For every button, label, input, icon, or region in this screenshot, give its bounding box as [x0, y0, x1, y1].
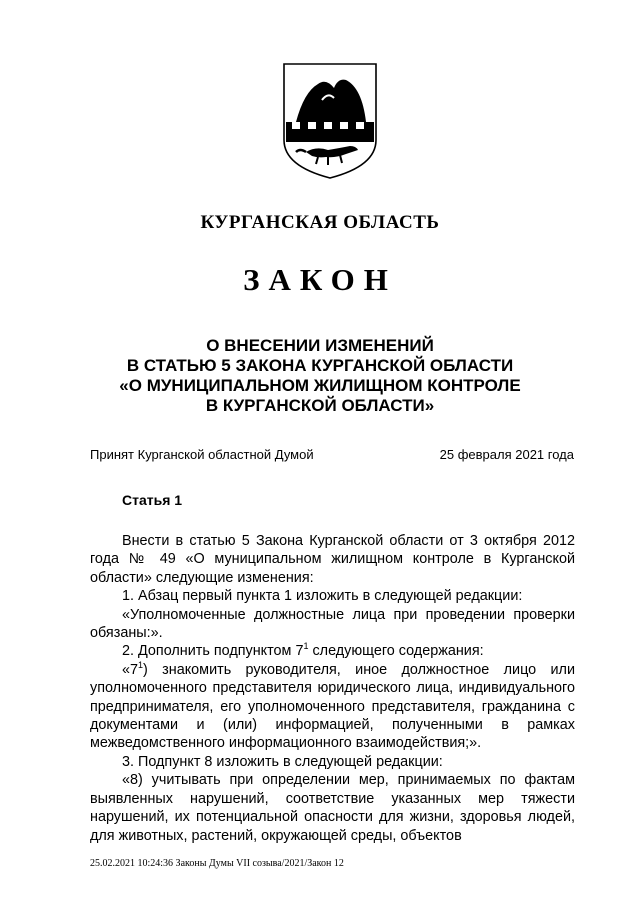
paragraph: 3. Подпункт 8 изложить в следующей редакции: — [122, 753, 443, 770]
article-body — [90, 532, 575, 845]
paragraph-text: 2. Дополнить подпунктом 7 — [122, 643, 304, 660]
superscript: 1 — [303, 641, 309, 652]
paragraph — [90, 642, 575, 660]
law-title-line: В КУРГАНСКОЙ ОБЛАСТИ» — [205, 396, 435, 415]
adopted-by: Принят Курганской областной Думой — [90, 447, 314, 462]
paragraph: Внести в статью 5 Закона Курганской области от 3 октября 2012 года № 49 «О муниципальном жилищном контроле в Курганской области» следующие изменения: — [90, 533, 575, 586]
adoption-date: 25 февраля 2021 года — [439, 447, 574, 462]
paragraph — [90, 661, 575, 753]
article-heading: Статья 1 — [122, 492, 183, 508]
superscript: 1 — [138, 660, 144, 671]
coat-of-arms-icon — [282, 62, 378, 180]
law-title-line: «О МУНИЦИПАЛЬНОМ ЖИЛИЩНОМ КОНТРОЛЕ — [119, 376, 521, 395]
document-type: ЗАКОН — [243, 262, 397, 297]
law-title — [0, 336, 640, 416]
law-title-line: О ВНЕСЕНИИ ИЗМЕНЕНИЙ — [206, 336, 434, 355]
paragraph-text: следующего содержания: — [308, 643, 484, 660]
document-footer: 25.02.2021 10:24:36 Законы Думы VII созыва/2021/Закон 12 — [90, 858, 344, 869]
region-name: КУРГАНСКАЯ ОБЛАСТЬ — [200, 212, 440, 233]
law-title-line: В СТАТЬЮ 5 ЗАКОНА КУРГАНСКОЙ ОБЛАСТИ — [126, 356, 514, 375]
paragraph-text: ) знакомить руководителя, иное должностное лицо или уполномоченного представителя юридического лица, индивидуального предпринимателя, его уполномоченного представителя, гражданина с документами и (или) информацией, полученными в рамках межведомственного информационного взаимодействия;». — [90, 661, 575, 752]
paragraph: 1. Абзац первый пункта 1 изложить в следующей редакции: — [122, 588, 523, 605]
paragraph: «8) учитывать при определении мер, принимаемых по фактам выявленных нарушений, соответствие указанных мер тяжести нарушений, их потенциальной опасности для жизни, здоровья людей, для животных, растений, окружающей среды, объектов — [90, 772, 575, 844]
paragraph: «Уполномоченные должностные лица при проведении проверки обязаны:». — [90, 606, 575, 642]
paragraph-text: «7 — [122, 661, 139, 678]
